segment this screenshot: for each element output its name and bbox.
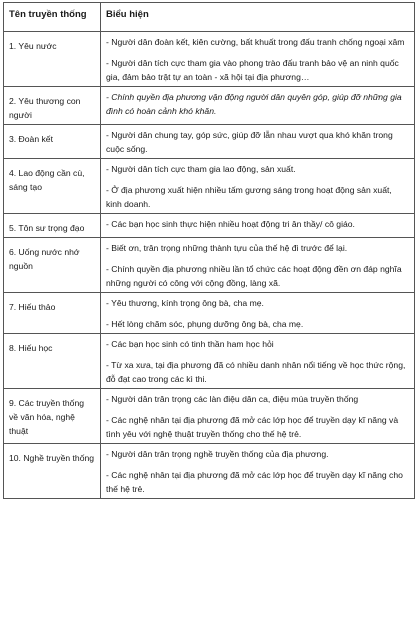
- traditions-table: [3, 2, 415, 499]
- tradition-expression-cell: [101, 87, 415, 125]
- expression-item: - Người dân chung tay, góp sức, giúp đỡ lẫn nhau vượt qua khó khăn trong cuộc sống.: [106, 130, 393, 154]
- expression-item: - Từ xa xưa, tại địa phương đã có nhiều danh nhân nổi tiếng về học thức rộng, đỗ đạt cao trong các kì thi.: [106, 360, 406, 384]
- tradition-expression-cell: [101, 444, 415, 499]
- tradition-expression-cell: [101, 389, 415, 444]
- table-row: [4, 159, 415, 214]
- expression-item: - Các nghệ nhân tại địa phương đã mở các lớp học để truyền dạy kĩ năng và tình yêu với nghệ thuật truyền thống cho thế hệ trẻ.: [106, 415, 399, 439]
- tradition-expression-cell: [101, 125, 415, 159]
- expression-item: - Người dân tích cực tham gia vào phong trào đấu tranh bảo vệ an ninh quốc gia, đảm bảo trật tự an toàn - xã hội tại địa phương…: [106, 58, 399, 82]
- table-row: [4, 87, 415, 125]
- tradition-name: 7. Hiếu thảo: [4, 293, 101, 334]
- expression-item: - Người dân trân trọng nghề truyền thống của địa phương.: [106, 449, 329, 459]
- expression-item: - Các bạn học sinh thực hiện nhiều hoạt động tri ân thầy/ cô giáo.: [106, 219, 355, 229]
- tradition-name: 3. Đoàn kết: [4, 125, 101, 159]
- table-row: [4, 389, 415, 444]
- expression-item: - Người dân trân trọng các làn điệu dân ca, điệu múa truyền thống: [106, 394, 359, 404]
- tradition-expression-cell: [101, 238, 415, 293]
- tradition-expression-cell: [101, 293, 415, 334]
- tradition-expression-cell: [101, 334, 415, 389]
- table-row: [4, 293, 415, 334]
- table-row: [4, 334, 415, 389]
- expression-item: - Các nghệ nhân tại địa phương đã mở các lớp học để truyền dạy kĩ năng cho thế hệ trẻ.: [106, 470, 403, 494]
- tradition-name: 6. Uống nước nhớ nguồn: [4, 238, 101, 293]
- expression-item: - Hết lòng chăm sóc, phụng dưỡng ông bà, cha mẹ.: [106, 319, 304, 329]
- tradition-name: 9. Các truyền thống về văn hóa, nghệ thuật: [4, 389, 101, 444]
- tradition-name: 10. Nghề truyền thống: [4, 444, 101, 499]
- tradition-name: 8. Hiếu học: [4, 334, 101, 389]
- tradition-name: 2. Yêu thương con người: [4, 87, 101, 125]
- tradition-expression-cell: [101, 159, 415, 214]
- expression-item: - Người dân tích cực tham gia lao động, sản xuất.: [106, 164, 296, 174]
- table-row: [4, 214, 415, 238]
- tradition-expression-cell: [101, 32, 415, 87]
- header-expression: Biểu hiện: [101, 3, 415, 32]
- expression-item: - Ở địa phương xuất hiện nhiều tấm gương sáng trong hoạt động sản xuất, kinh doanh.: [106, 185, 392, 209]
- expression-item: - Các bạn học sinh có tinh thần ham học hỏi: [106, 339, 274, 349]
- expression-item: - Chính quyền địa phương vận động người dân quyên góp, giúp đỡ những gia đình có hoàn cảnh khó khăn.: [106, 92, 402, 116]
- expression-item: - Yêu thương, kính trọng ông bà, cha mẹ.: [106, 298, 264, 308]
- table-row: [4, 444, 415, 499]
- tradition-name: 5. Tôn sư trọng đạo: [4, 214, 101, 238]
- expression-item: - Người dân đoàn kết, kiên cường, bất khuất trong đấu tranh chống ngoại xâm: [106, 37, 405, 47]
- table-row: [4, 238, 415, 293]
- tradition-name: 1. Yêu nước: [4, 32, 101, 87]
- table-row: [4, 125, 415, 159]
- header-row: [4, 3, 415, 32]
- table-row: [4, 32, 415, 87]
- expression-item: - Chính quyền địa phương nhiều lần tổ chức các hoạt động đền ơn đáp nghĩa những người có công với cộng đồng, làng xã.: [106, 264, 402, 288]
- header-name: Tên truyền thống: [4, 3, 101, 32]
- table-body: [4, 32, 415, 499]
- expression-item: - Biết ơn, trân trọng những thành tựu của thế hệ đi trước để lại.: [106, 243, 348, 253]
- tradition-name: 4. Lao động cần cù, sáng tạo: [4, 159, 101, 214]
- tradition-expression-cell: [101, 214, 415, 238]
